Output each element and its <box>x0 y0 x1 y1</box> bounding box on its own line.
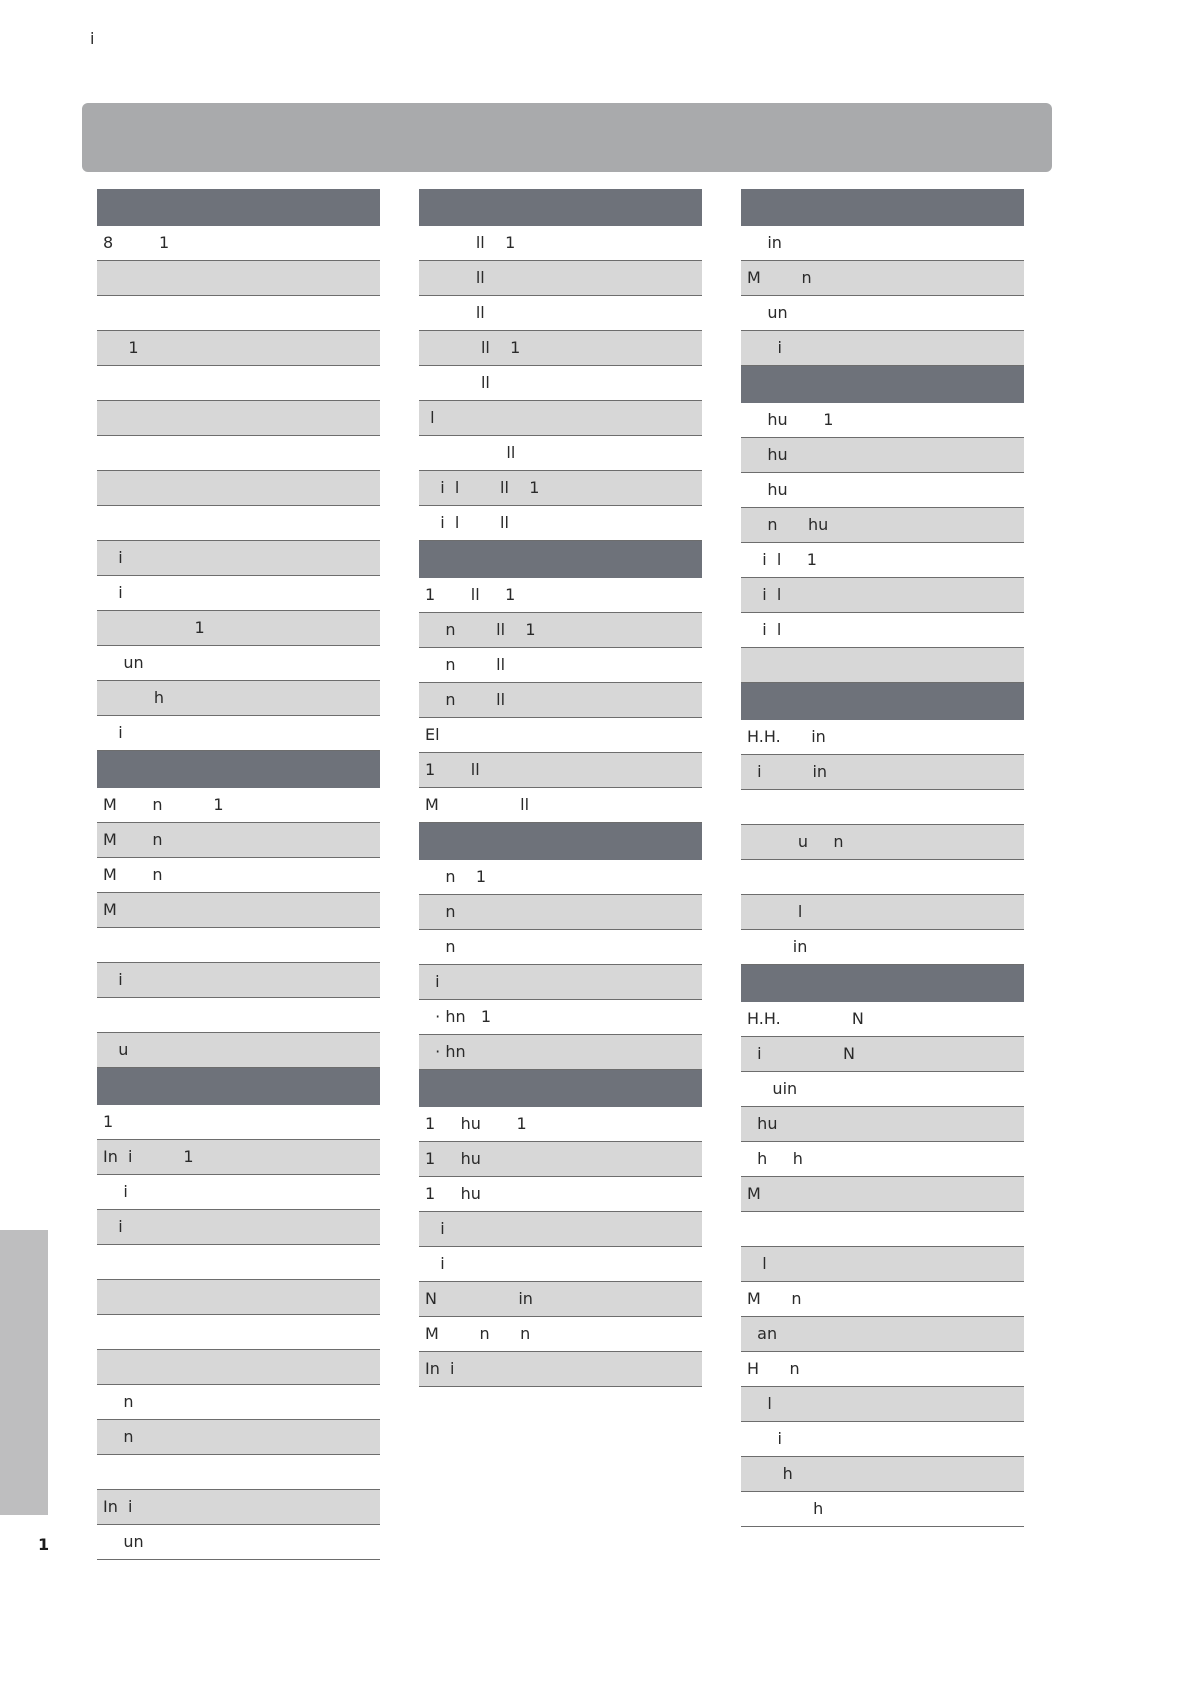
table-row: 1 <box>97 331 380 366</box>
table-row: n <box>97 1385 380 1420</box>
table-row: un <box>97 1525 380 1560</box>
table-column-2 <box>419 189 702 1387</box>
table-row: ll <box>419 366 702 401</box>
table-row: M <box>97 893 380 928</box>
table-row: n ll <box>419 683 702 718</box>
table-row: M n <box>97 823 380 858</box>
table-row <box>97 296 380 331</box>
table-row: n 1 <box>419 860 702 895</box>
table-row: h <box>741 1492 1024 1527</box>
table-row: H.H. N <box>741 1002 1024 1037</box>
table-column-1 <box>97 189 380 1560</box>
table-row: n ll <box>419 648 702 683</box>
table-row: N in <box>419 1282 702 1317</box>
table-row <box>97 436 380 471</box>
table-row: l <box>741 1387 1024 1422</box>
table-row: i l <box>741 578 1024 613</box>
table-row: i <box>97 716 380 751</box>
table-row: In i <box>97 1490 380 1525</box>
table-row: n <box>419 930 702 965</box>
table-row: ll <box>419 261 702 296</box>
table-row: hu <box>741 473 1024 508</box>
table-row: M n n <box>419 1317 702 1352</box>
table-row: M n <box>97 858 380 893</box>
table-row <box>97 1280 380 1315</box>
table-row: hu 1 <box>741 403 1024 438</box>
chapter-tab <box>0 1230 48 1515</box>
table-row <box>97 261 380 296</box>
table-row: M n <box>741 261 1024 296</box>
table-row: i <box>97 576 380 611</box>
table-row: uin <box>741 1072 1024 1107</box>
table-row: an <box>741 1317 1024 1352</box>
table-row <box>741 790 1024 825</box>
table-row: i <box>97 541 380 576</box>
table-row: i <box>741 331 1024 366</box>
table-row <box>97 401 380 436</box>
header-mark: i <box>90 29 95 48</box>
table-section-header <box>741 965 1024 1002</box>
table-row: i l ll <box>419 506 702 541</box>
table-section-header <box>419 189 702 226</box>
table-row <box>97 998 380 1033</box>
table-row: ll <box>419 296 702 331</box>
table-row: n ll 1 <box>419 613 702 648</box>
table-row: i <box>419 965 702 1000</box>
table-row: · hn 1 <box>419 1000 702 1035</box>
table-row: El <box>419 718 702 753</box>
table-section-header <box>97 751 380 788</box>
table-row: un <box>97 646 380 681</box>
table-row <box>97 1245 380 1280</box>
table-row: n <box>419 895 702 930</box>
table-row: 1 ll <box>419 753 702 788</box>
table-row: u n <box>741 825 1024 860</box>
table-column-3 <box>741 189 1024 1527</box>
table-row: i l <box>741 613 1024 648</box>
table-section-header <box>97 1068 380 1105</box>
table-row: hu <box>741 438 1024 473</box>
table-row: n <box>97 1420 380 1455</box>
table-row: M n 1 <box>97 788 380 823</box>
table-section-header <box>741 683 1024 720</box>
table-row: i l ll 1 <box>419 471 702 506</box>
table-row <box>97 1455 380 1490</box>
table-row: l <box>741 895 1024 930</box>
table-section-header <box>419 541 702 578</box>
table-row: u <box>97 1033 380 1068</box>
table-row: 8 1 <box>97 226 380 261</box>
table-row: i <box>97 1175 380 1210</box>
table-row <box>97 1315 380 1350</box>
table-section-header <box>741 366 1024 403</box>
table-row: · hn <box>419 1035 702 1070</box>
table-row: n hu <box>741 508 1024 543</box>
table-row: ll 1 <box>419 331 702 366</box>
table-row: i <box>741 1422 1024 1457</box>
table-row <box>97 506 380 541</box>
table-row: i l 1 <box>741 543 1024 578</box>
table-row: ll <box>419 436 702 471</box>
table-row: H.H. in <box>741 720 1024 755</box>
table-row: hu <box>741 1107 1024 1142</box>
table-row: 1 <box>97 1105 380 1140</box>
table-row: un <box>741 296 1024 331</box>
table-row: l <box>419 401 702 436</box>
table-row: i <box>97 1210 380 1245</box>
table-row: 1 hu <box>419 1177 702 1212</box>
table-row: l <box>741 1247 1024 1282</box>
page-number: 1 <box>38 1535 50 1554</box>
table-row: h <box>741 1457 1024 1492</box>
table-row: h <box>97 681 380 716</box>
table-row <box>97 1350 380 1385</box>
table-row: i N <box>741 1037 1024 1072</box>
table-section-header <box>419 1070 702 1107</box>
table-row: 1 hu 1 <box>419 1107 702 1142</box>
table-row <box>97 928 380 963</box>
table-row: i <box>419 1247 702 1282</box>
table-row <box>97 471 380 506</box>
table-row: 1 ll 1 <box>419 578 702 613</box>
table-section-header <box>97 189 380 226</box>
title-bar <box>82 103 1052 172</box>
table-section-header <box>419 823 702 860</box>
table-row: h h <box>741 1142 1024 1177</box>
table-row: 1 hu <box>419 1142 702 1177</box>
table-row: 1 <box>97 611 380 646</box>
table-row: M n <box>741 1282 1024 1317</box>
table-row: in <box>741 930 1024 965</box>
table-row: H n <box>741 1352 1024 1387</box>
table-row <box>741 1212 1024 1247</box>
table-row: M ll <box>419 788 702 823</box>
table-row: i in <box>741 755 1024 790</box>
table-row <box>97 366 380 401</box>
table-row: ll 1 <box>419 226 702 261</box>
table-row <box>741 860 1024 895</box>
table-row: i <box>419 1212 702 1247</box>
table-section-header <box>741 189 1024 226</box>
table-row <box>741 648 1024 683</box>
table-row: in <box>741 226 1024 261</box>
table-row: In i <box>419 1352 702 1387</box>
table-row: i <box>97 963 380 998</box>
table-row: M <box>741 1177 1024 1212</box>
table-row: In i 1 <box>97 1140 380 1175</box>
